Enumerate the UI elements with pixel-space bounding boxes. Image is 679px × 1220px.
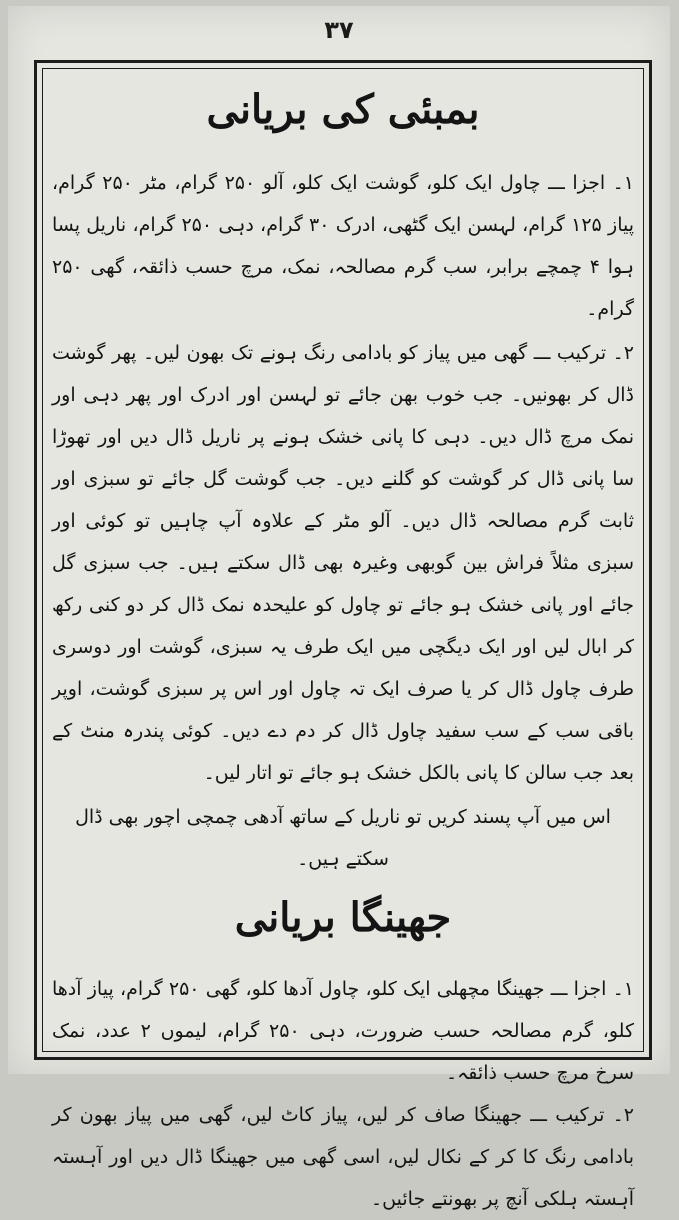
book-page [8,6,670,1210]
recipe2-method: ۲۔ ترکیب ـــ جھینگا صاف کر لیں، پیاز کاٹ لیں، گھی میں پیاز بھون کر بادامی رنگ کا کر کے نکال لیں، اسی گھی میں جھینگا ڈال دیں اور آہستہ آہستہ ہلکی آنچ پر بھونتے جائیں۔ [52,1104,634,1210]
recipe1-method: ۲۔ ترکیب ـــ گھی میں پیاز کو بادامی رنگ ہونے تک بھون لیں۔ پھر گوشت ڈال کر بھونیں۔ جب خوب بھن جائے تو لہسن اور ادرک اور پھر دہی اور نمک مرچ ڈال دیں۔ دہی کا پانی خشک ہونے پر ناریل ڈال دیں اور تھوڑا سا پانی ڈال کر گوشت کو گلنے دیں۔ جب گوشت گل جائے تو سبزی اور ثابت گرم مصالحہ ڈال دیں۔ آلو مٹر کے علاوہ آپ چاہیں تو کوئی اور سبزی مثلاً فراش بین گوبھی وغیرہ بھی ڈال سکتے ہیں۔ جب سبزی گل جائے اور پانی خشک ہو جائے تو چاول کو علیحدہ نمک ڈال کر دو کنی رکھ کر ابال لیں اور ایک دیگچی میں ایک طرف یہ سبزی، گوشت اور دوسری طرف چاول ڈال کر یا صرف ایک تہ چاول اور اس پر سبزی گوشت، اوپر باقی سب کے سب سفید چاول ڈال کر دم دے دیں۔ کوئی پندرہ منٹ کے بعد جب سالن کا پانی بالکل خشک ہو جائے تو اتار لیں۔ [52,342,634,784]
recipe1-ingredients: ۱۔ اجزا ـــ چاول ایک کلو، گوشت ایک کلو، آلو ۲۵۰ گرام، مٹر ۲۵۰ گرام، پیاز ۱۲۵ گرام، لہسن ایک گٹھی، ادرک ۳۰ گرام، دہی ۲۵۰ گرام، ناریل پسا ہوا ۴ چمچے برابر، سب گرم مصالحہ، نمک، مرچ حسب ذائقہ، گھی ۲۵۰ گرام۔ [52,172,635,320]
page-content [52,76,635,1210]
recipe2-title: جھینگا بریانی [234,894,452,941]
recipe1-title: بمبئی کی بریانی [206,86,480,133]
recipe2-ingredients: ۱۔ اجزا ـــ جھینگا مچھلی ایک کلو، چاول آدھا کلو، گھی ۲۵۰ گرام، پیاز آدھا کلو، گرم مصالحہ حسب ضرورت، دہی ۲۵۰ گرام، لیموں ۲ عدد، نمک سرخ مرچ حسب ذائقہ۔ [52,978,634,1084]
page-number: ۳۷ [324,16,354,44]
recipe1-note: اس میں آپ پسند کریں تو ناریل کے ساتھ آدھی چمچی اچور بھی ڈال سکتے ہیں۔ [75,806,611,870]
